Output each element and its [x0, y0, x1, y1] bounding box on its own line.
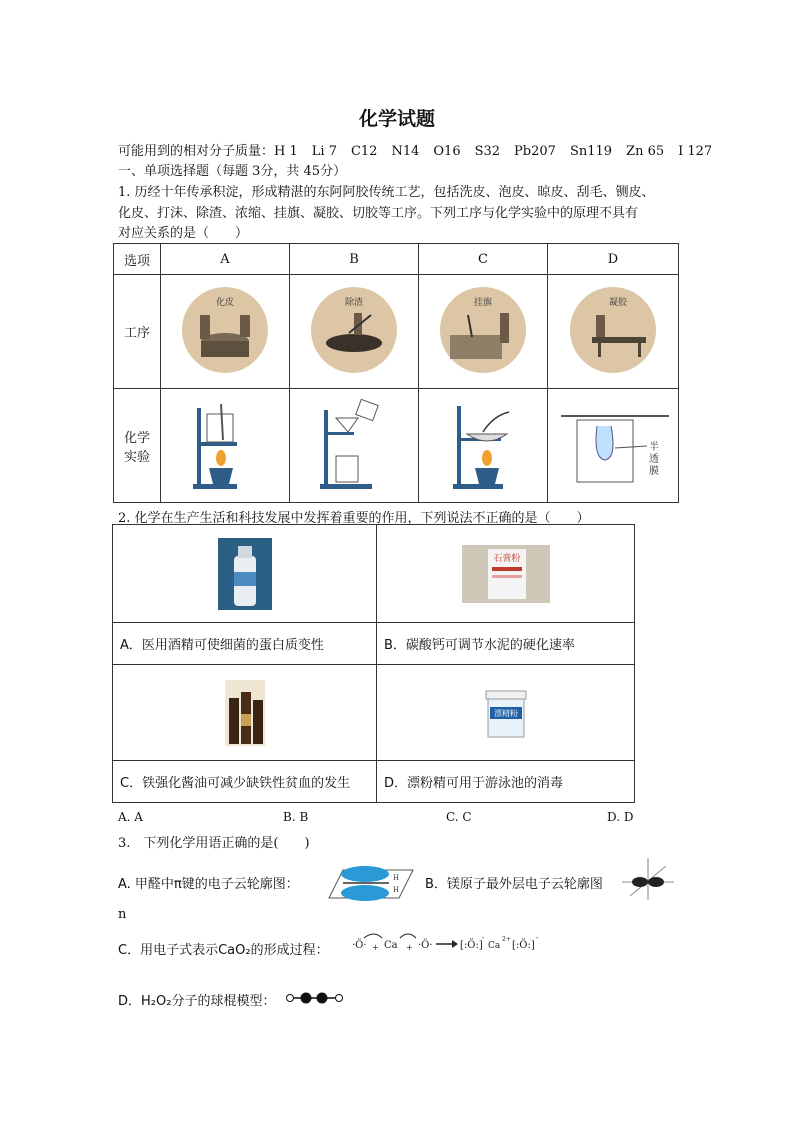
option-b: B. B	[283, 810, 309, 824]
section-heading: 一、单项选择题（每题 3分，共 45分）	[118, 164, 347, 179]
svg-text:·Ö·: ·Ö·	[352, 940, 367, 951]
bag-label: 石膏粉	[492, 553, 521, 564]
svg-text:+: +	[372, 943, 379, 952]
header-cell: 选项	[114, 244, 161, 275]
mass-item: N14	[391, 144, 420, 159]
process-label: 除渣	[344, 297, 364, 308]
mass-item: Zn 65	[626, 144, 665, 159]
mass-item: C12	[350, 144, 378, 159]
svg-text:·Ö·: ·Ö·	[418, 940, 433, 951]
process-image-b	[290, 275, 419, 389]
option-d: D. D	[607, 810, 634, 824]
pi-bond-diagram	[319, 862, 415, 902]
q1-stem-line1: 1. 历经十年传承积淀，形成精湛的东阿阿胶传统工艺，包括洗皮、泡皮、晾皮、刮毛、铡皮、	[118, 185, 655, 200]
experiment-image-a	[161, 389, 290, 503]
mass-item: Sn119	[569, 144, 613, 159]
mass-item: Li 7	[311, 144, 337, 159]
masses-prefix: 可能用到的相对分子质量：	[118, 144, 275, 159]
bucket-label: 漂精粉	[493, 708, 518, 718]
membrane-label: 透	[649, 453, 659, 465]
mass-item: O16	[433, 144, 461, 159]
svg-text:H: H	[393, 886, 400, 894]
mass-item: Pb207	[514, 144, 556, 159]
bleach-bucket-image	[482, 687, 530, 739]
soy-sauce-image	[225, 680, 265, 746]
process-image-d	[548, 275, 679, 389]
caption-b: B．碳酸钙可调节水泥的硬化速率	[377, 623, 635, 665]
image-cell-a	[113, 525, 377, 623]
process-image-c	[419, 275, 548, 389]
svg-text:H: H	[393, 874, 400, 882]
option-c: C. C	[446, 810, 472, 824]
header-cell: D	[548, 244, 679, 275]
row-label-line: 化学	[123, 430, 150, 446]
header-cell: B	[290, 244, 419, 275]
experiment-image-c	[419, 389, 548, 503]
header-cell: C	[419, 244, 548, 275]
q1-stem-line2: 化皮、打沫、除渣、浓缩、挂旗、凝胶、切胶等工序。下列工序与化学实验中的原理不具有	[118, 206, 639, 221]
q2-table	[112, 524, 635, 803]
membrane-label: 半	[649, 441, 659, 453]
image-cell-c	[113, 665, 377, 761]
svg-text:[:Ö:]: [:Ö:]	[512, 940, 535, 951]
svg-text:+: +	[406, 943, 413, 952]
image-cell-d	[377, 665, 635, 761]
svg-text:-: -	[536, 934, 539, 942]
row-label-line: 实验	[123, 449, 150, 465]
svg-text:2+: 2+	[502, 936, 511, 943]
q2-stem: 2. 化学在生产生活和科技发展中发挥着重要的作用，下列说法不正确的是（ ）	[118, 511, 590, 526]
q3-option-b: B．镁原子最外层电子云轮廓图	[425, 877, 603, 892]
mg-orbital-diagram	[620, 856, 676, 902]
process-label: 挂旗	[473, 297, 493, 308]
process-label: 化皮	[215, 297, 235, 308]
mass-item: H 1	[274, 144, 298, 159]
q3-option-d: D．H₂O₂分子的球棍模型：	[118, 994, 276, 1009]
header-cell: A	[161, 244, 290, 275]
q3-stem: 3. 下列化学用语正确的是( )	[118, 836, 310, 851]
caption-a: A．医用酒精可使细菌的蛋白质变性	[113, 623, 377, 665]
alcohol-bottle-image	[218, 538, 272, 610]
q3-option-a: A. 甲醛中π键的电子云轮廓图：	[118, 877, 299, 892]
svg-text:[:Ö:]: [:Ö:]	[460, 940, 483, 951]
row-label-process: 工序	[114, 275, 161, 389]
membrane-label: 膜	[649, 465, 659, 477]
mass-item: I 127	[678, 144, 713, 159]
svg-text:Ca: Ca	[488, 941, 501, 951]
q3-stray-n: n	[118, 907, 127, 922]
h2o2-ball-stick-model	[284, 990, 346, 1006]
cao2-formation-diagram	[348, 930, 542, 958]
svg-text:Ca: Ca	[384, 940, 398, 951]
q1-stem-line3: 对应关系的是（ ）	[118, 226, 249, 241]
caption-d: D．漂粉精可用于游泳池的消毒	[377, 761, 635, 803]
caption-c: C．铁强化酱油可减少缺铁性贫血的发生	[113, 761, 377, 803]
experiment-image-d	[548, 389, 679, 503]
page-title: 化学试题	[358, 108, 435, 130]
gypsum-bag-image	[462, 545, 550, 603]
row-label-experiment	[114, 389, 161, 503]
process-image-a	[161, 275, 290, 389]
svg-text:-: -	[482, 934, 485, 942]
q1-table	[113, 243, 679, 503]
q3-option-c: C．用电子式表示CaO₂的形成过程：	[118, 943, 329, 958]
process-label: 凝胶	[608, 297, 628, 308]
option-a: A. A	[118, 810, 143, 824]
image-cell-b	[377, 525, 635, 623]
mass-item: S32	[474, 144, 501, 159]
experiment-image-b	[290, 389, 419, 503]
relative-masses	[118, 140, 726, 159]
